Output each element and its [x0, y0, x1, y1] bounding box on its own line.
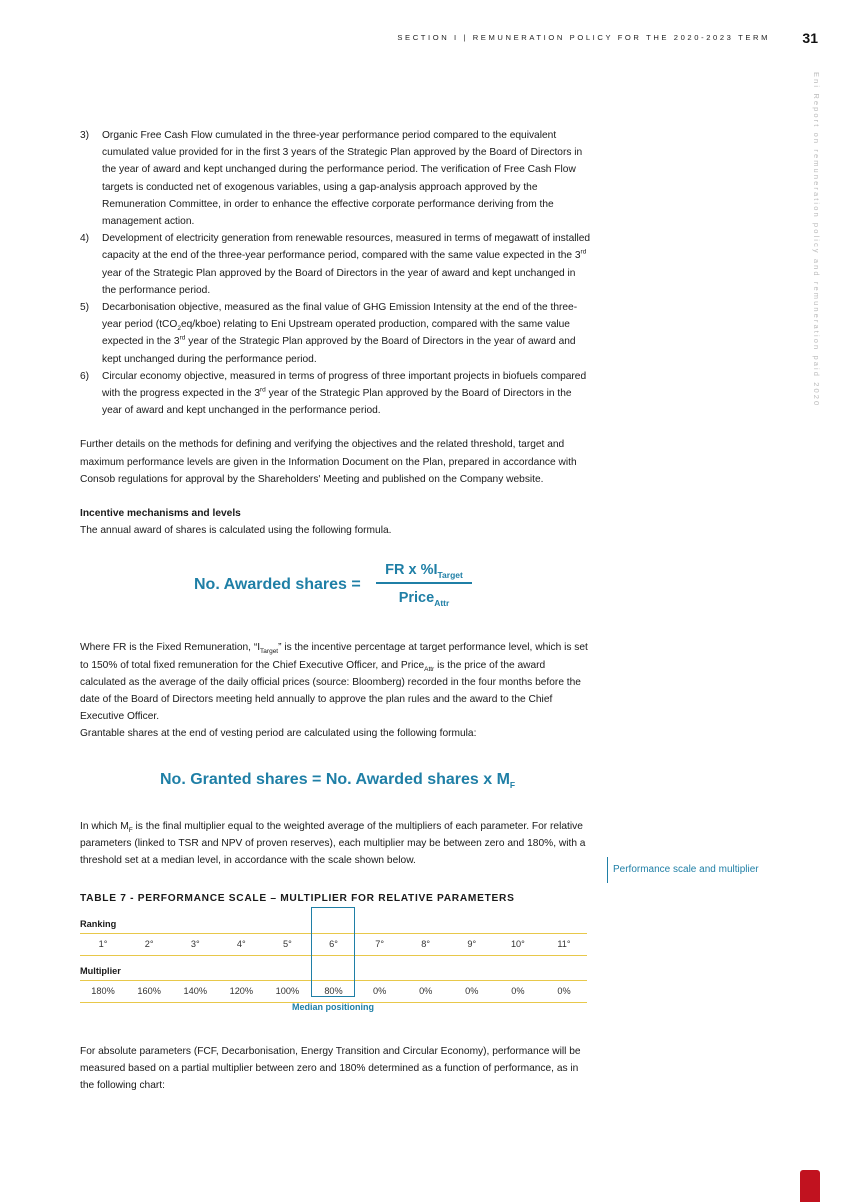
multiplier-cell: 100%	[275, 985, 300, 996]
ranking-cell: 5°	[283, 938, 292, 949]
multiplier-cell: 80%	[324, 985, 343, 996]
multiplier-cell: 0%	[465, 985, 479, 996]
incentive-heading: Incentive mechanisms and levels	[80, 508, 241, 520]
granted-shares-formula: No. Granted shares = No. Awarded shares x $M_F$	[160, 770, 516, 790]
list-item: 3) Organic Free Cash Flow cumulated in the three-year performance period compared to the equivalent cumulated value provided for in the first 3 years of the Strategic Plan approved by the Board of Directors in the year of award and kept unchanged during the performance period. The verification of Free Cash Flow targets is conducted net of exogenous variables, using a gap-analysis approach approved by the Remuneration Committee, in order to enhance the effective corporate performance deriving from the management action.	[80, 130, 583, 228]
performance-scale-table	[80, 915, 587, 1012]
multiplier-cell: 0%	[511, 985, 525, 996]
ranking-cell: 4°	[236, 938, 246, 949]
formula-lhs: No. Awarded shares =	[194, 576, 361, 594]
awarded-shares-formula	[80, 560, 592, 622]
multiplier-cell: 0%	[557, 985, 571, 996]
multiplier-cell: 140%	[183, 985, 207, 996]
ranking-cell: 2°	[144, 938, 154, 949]
page-number: 31	[802, 30, 818, 46]
absolute-parameters-paragraph: For absolute parameters (FCF, Decarbonisation, Energy Transition and Circular Economy), performance will be measured based on a partial multiplier between zero and 180% determined as a function of performance, as in the following chart:	[80, 1045, 581, 1092]
multiplier-cell: 180%	[91, 985, 115, 996]
multiplier-cell: 0%	[419, 985, 433, 996]
fraction-line	[376, 582, 472, 584]
ranking-cell: 11°	[557, 938, 571, 949]
side-note: Performance scale and multiplier	[607, 857, 759, 883]
median-highlight-box	[311, 907, 355, 997]
incentive-intro: The annual award of shares is calculated using the following formula.	[80, 525, 392, 537]
multiplier-cell: 120%	[229, 985, 254, 996]
list-item: 5) Decarbonisation objective, measured as the final value of GHG Emission Intensity at the end of the three-year period (tCO$_2$eq/kboe) relating to Eni Upstream operated production, compared with the same value expected in the 3rd year of the Strategic Plan approved by the Board of Directors in the year of award and kept unchanged during the performance period.	[80, 302, 578, 365]
side-report-title: Eni Report on remuneration policy and remuneration paid 2020	[812, 72, 821, 408]
ranking-label: Ranking	[80, 918, 117, 929]
list-item: 6) Circular economy objective, measured in terms of progress of three important projects in biofuels compared with the progress expected in the 3rd year of the Strategic Plan approved by the Board of Directors in the year of award and kept unchanged in the performance period.	[80, 370, 587, 417]
multiplier-cell: 0%	[372, 985, 387, 996]
ranking-cell: 7°	[375, 938, 384, 949]
ranking-cell: 3°	[190, 938, 200, 949]
ranking-cell: 10°	[510, 938, 525, 949]
objectives-list	[80, 127, 592, 419]
median-label: Median positioning	[292, 1001, 374, 1012]
multiplier-paragraph: In which $M_F$ is the final multiplier equal to the weighted average of the multipliers of each parameter. For relative parameters (linked to TSR and NPV of proven reserves), each multiplier may be between zero and 180%, with a threshold set at a median level, in accordance with the scale shown below.	[80, 820, 586, 867]
where-paragraph: Where FR is the Fixed Remuneration, “$I_{Target}$” is the incentive percentage at target performance level, which is set to 150% of total fixed remuneration for the Chief Executive Officer, and Price$_{Attr}$ is the price of the award calculated as the average of the daily official prices (source: Bloomberg) recorded in the four months before the date of the Board of Directors meeting held annually to approve the plan rules and the award to the Chief Executive Officer.	[80, 642, 588, 723]
formula-fraction	[376, 560, 472, 608]
section-header: SECTION I | REMUNERATION POLICY FOR THE 2020-2023 TERM	[397, 33, 770, 42]
formula-denominator: Price$_{Attr}$	[398, 589, 450, 608]
ranking-cell: 6°	[329, 938, 338, 949]
further-details-paragraph: Further details on the methods for defining and verifying the objectives and the related threshold, target and maximum performance levels are given in the Information Document on the Plan, prepared in accordance with Consob regulations for approval by the Shareholders' Meeting and published on the Company website.	[80, 439, 577, 485]
page-tab-marker	[800, 1170, 820, 1202]
ranking-cell: 9°	[467, 938, 477, 949]
ranking-cell: 8°	[421, 938, 431, 949]
table-title: TABLE 7 - PERFORMANCE SCALE – MULTIPLIER FOR RELATIVE PARAMETERS	[80, 892, 515, 904]
ranking-cell: 1°	[98, 938, 108, 949]
multiplier-cell: 160%	[137, 985, 161, 996]
list-item: 4) Development of electricity generation from renewable resources, measured in terms of megawatt of installed capacity at the end of the three-year performance period, compared with the same value expected in the 3rd year of the Strategic Plan approved by the Board of Directors in the year of award and kept unchanged in the performance period.	[80, 233, 591, 296]
grantable-intro: Grantable shares at the end of vesting period are calculated using the following formula:	[80, 728, 477, 740]
main-content	[80, 127, 592, 1094]
multiplier-label: Multiplier	[80, 965, 121, 976]
formula-numerator: FR x $\%I_{Target}$	[385, 562, 463, 581]
